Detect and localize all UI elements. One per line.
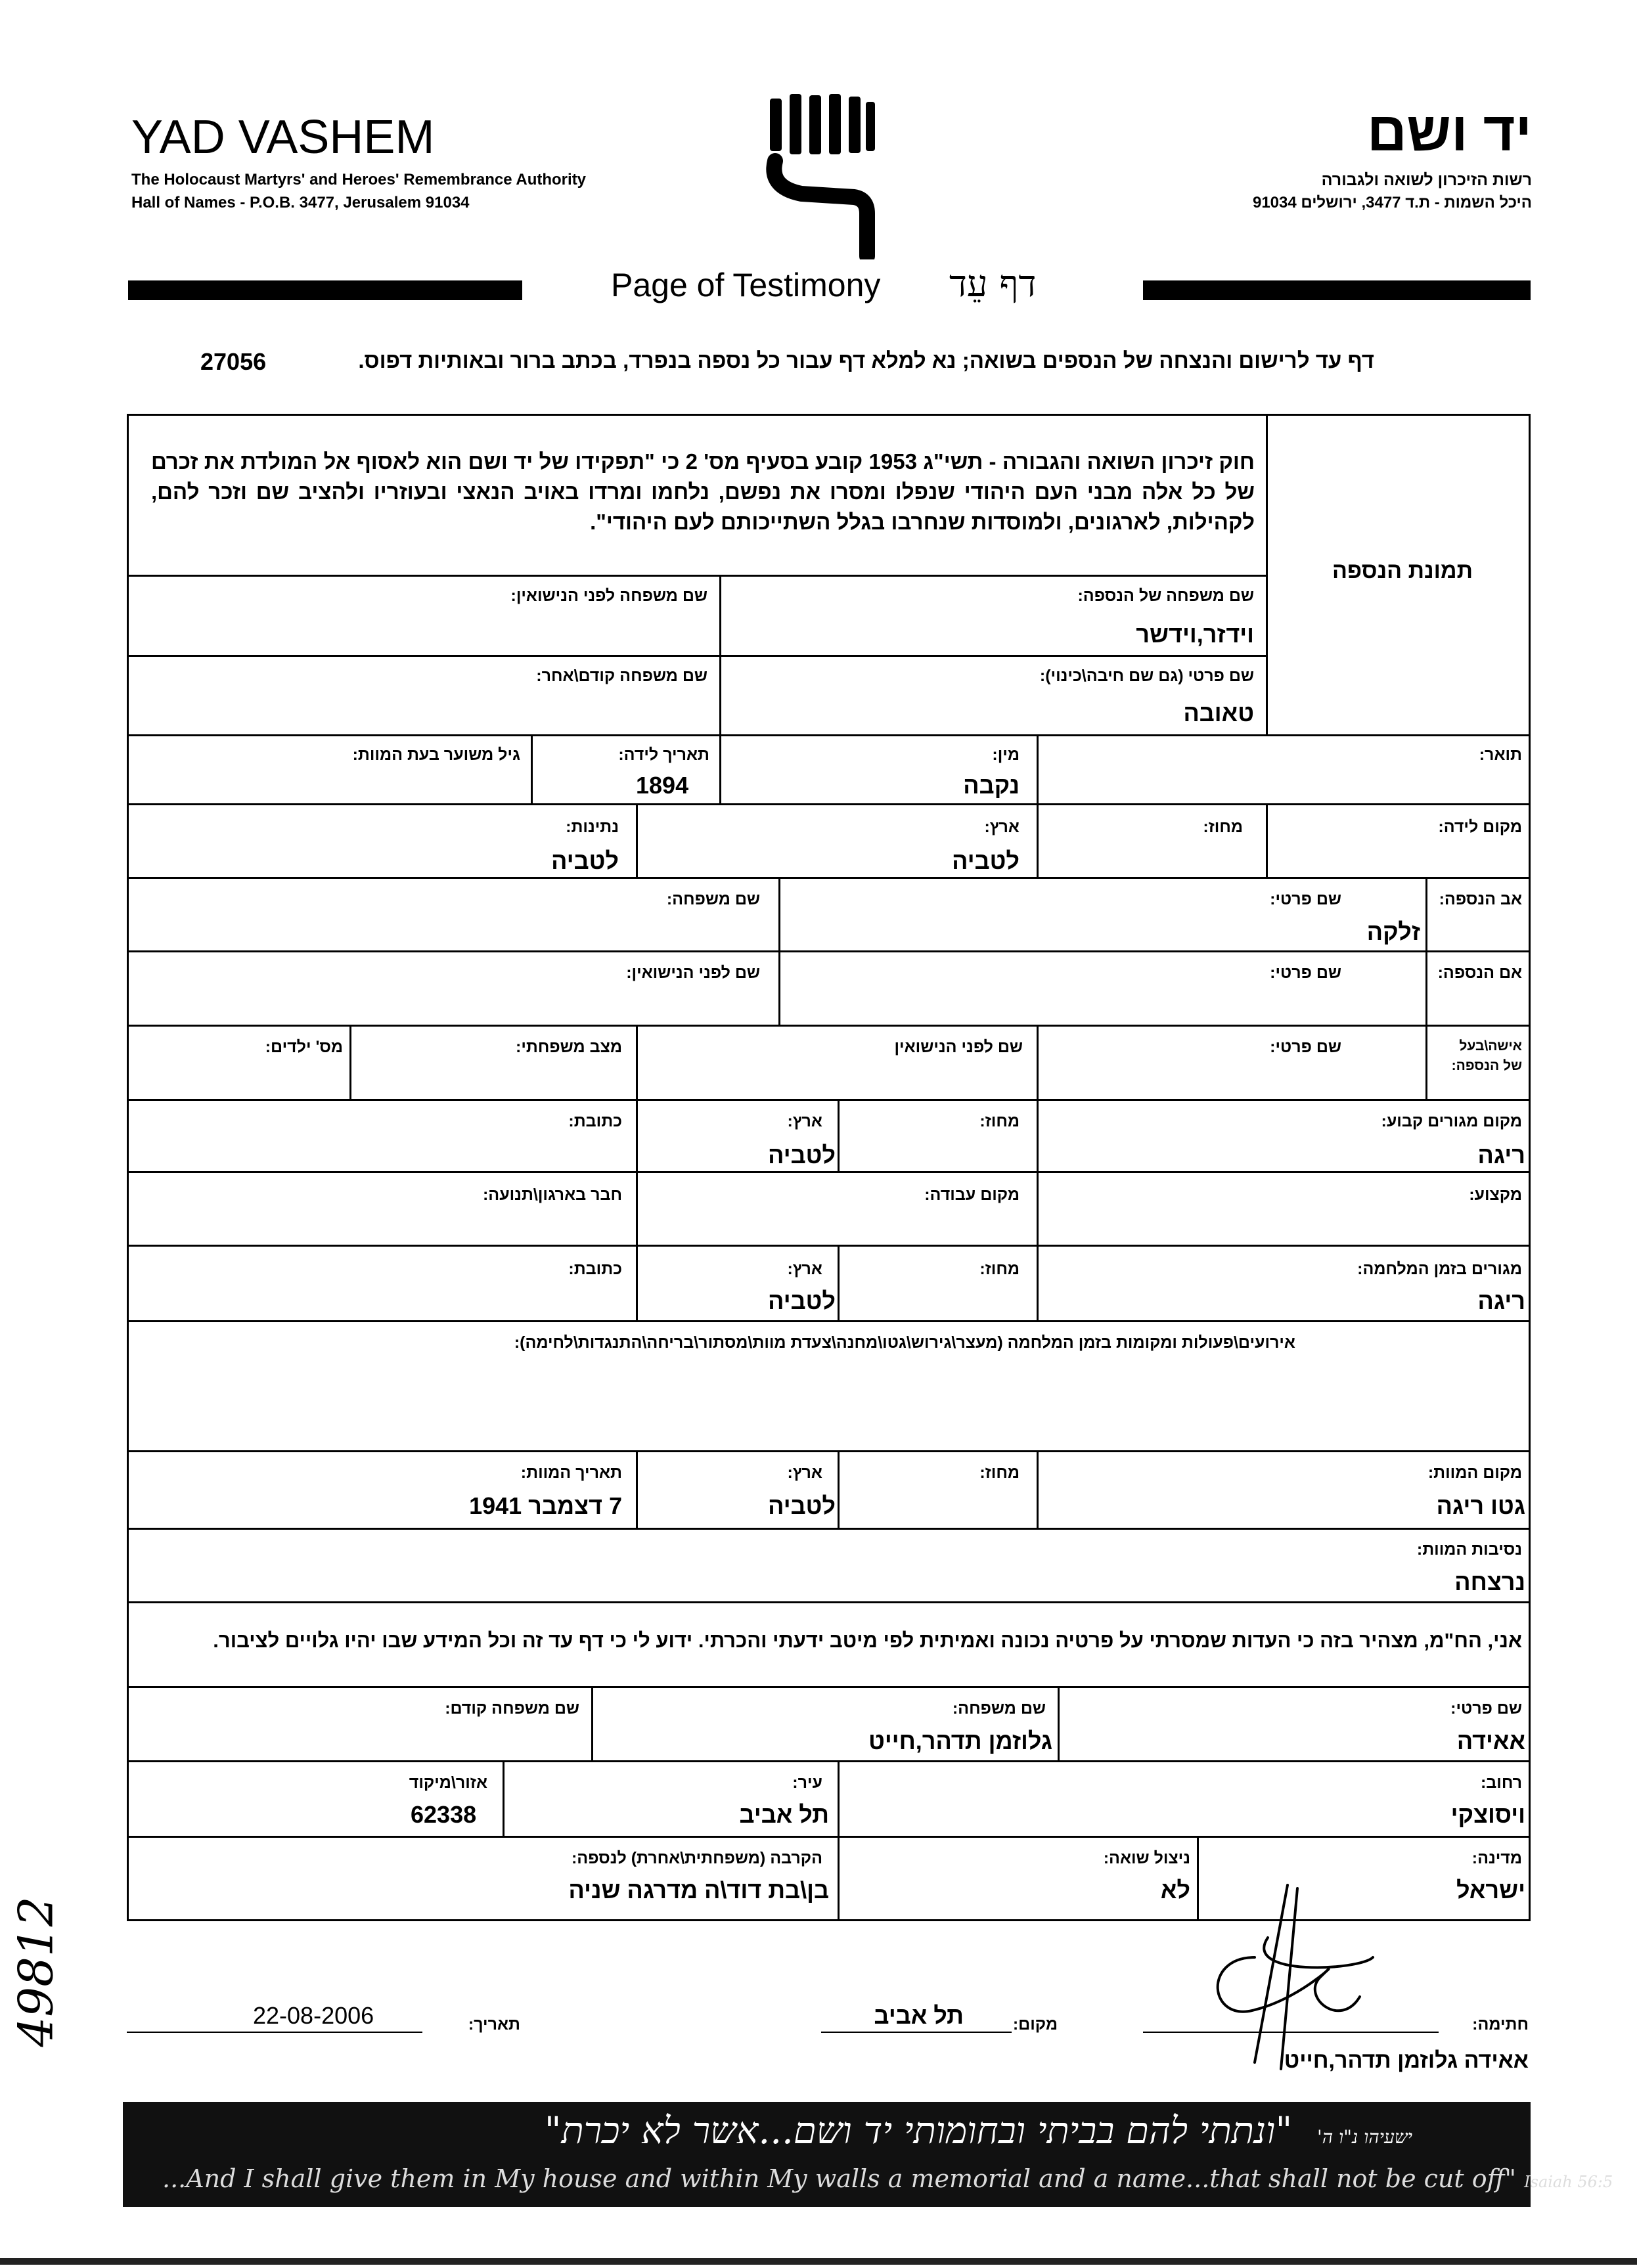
org-address-he: היכל השמות - ת.ד 3477, ירושלים 91034 (1252, 194, 1532, 211)
birth-place-label: מקום לידה: (1438, 818, 1522, 836)
residence-address-label: כתובת: (568, 1112, 622, 1130)
events-label: אירועים\פעולות ומקומות בזמן המלחמה (מעצר\גירוש\גטו\מחנה\צעדת מוות\מסתור\בריחה\התנגדות\לחימה): (514, 1333, 1295, 1352)
footer-quote-en-ref: Isaiah 56:5 (1524, 2173, 1613, 2191)
death-date-label: תאריך המוות: (520, 1463, 622, 1482)
submitter-street-value: ויסוצקי (1450, 1801, 1525, 1828)
victim-title-label: תואר: (1479, 745, 1522, 764)
death-place-value: גטו ריגה (1436, 1492, 1525, 1519)
footer-quote-en (162, 2164, 1613, 2193)
submitter-first-label: שם פרטי: (1450, 1699, 1522, 1718)
wartime-label: מגורים בזמן המלחמה: (1357, 1260, 1522, 1278)
submitter-zip-value: 62338 (411, 1801, 477, 1828)
birth-country-value: לטביה (952, 847, 1020, 874)
wartime-country-label: ארץ: (787, 1260, 822, 1278)
submitter-relation-label: הקרבה (משפחתית\אחרת) לנספה: (571, 1849, 822, 1867)
victim-prev-surname-label: שם משפחה קודם\אחר: (536, 667, 707, 685)
member-label: חבר בארגון\תנועה: (482, 1186, 622, 1204)
signature-label: חתימה: (1472, 2015, 1529, 2034)
org-subtitle-en: The Holocaust Martyrs' and Heroes' Remembrance Authority (131, 171, 587, 189)
signature-date-label: תאריך: (468, 2015, 520, 2034)
signature-name: אאידה גלוזמן תדהר,חייט (1284, 2048, 1529, 2073)
instructions (358, 348, 1374, 373)
org-address-en: Hall of Names - P.O.B. 3477, Jerusalem 91034 (131, 194, 470, 211)
submitter-street-label: רחוב: (1480, 1773, 1522, 1792)
footer-quote-he-ref: ישעיהו נ"ו ה' (1317, 2126, 1412, 2148)
signature-place-line (821, 2032, 1012, 2033)
scan-edge (0, 2258, 1637, 2265)
signature-date-value: 22-08-2006 (253, 2002, 374, 2029)
victim-surname-label: שם משפחה של הנספה: (1077, 587, 1254, 605)
father-first-label: שם פרטי: (1270, 890, 1341, 908)
form-number: 27056 (200, 348, 267, 375)
submitter-survivor-value: לא (1160, 1877, 1190, 1903)
submitter-surname-label: שם משפחה: (952, 1699, 1046, 1718)
wartime-address-label: כתובת: (568, 1260, 622, 1278)
residence-label: מקום מגורים קבוע: (1381, 1112, 1522, 1130)
victim-first-value: טאובה (1183, 700, 1254, 726)
title-bar-left (128, 280, 522, 300)
org-subtitle-he: רשות הזיכרון לשואה ולגבורה (1321, 171, 1532, 189)
father-surname-label: שם משפחה: (666, 890, 760, 908)
spouse-first-label: שם פרטי: (1270, 1038, 1341, 1056)
signature-date-line (127, 2032, 422, 2033)
footer-quote-he-text: "ונתתי להם בביתי ובחומותי יד ושם...אשר לא יכרת" (544, 2110, 1293, 2152)
title-he: דף עֵד (949, 263, 1037, 305)
victim-birth-date-value: 1894 (636, 772, 689, 799)
death-date-value: 7 דצמבר 1941 (469, 1492, 622, 1519)
spouse-section-label-1: אישה\בעל (1459, 1038, 1522, 1054)
handwritten-number: 49812 (8, 1896, 64, 2047)
nationality-label: נתינות: (566, 818, 619, 836)
nationality-value: לטביה (551, 847, 619, 874)
submitter-zip-label: אזור\מיקוד (409, 1773, 487, 1792)
victim-gender-value: נקבה (963, 772, 1020, 799)
mother-section-label: אם הנספה: (1437, 964, 1522, 982)
father-first-value: זלקה (1366, 918, 1420, 945)
submitter-country-label: מדינה: (1471, 1849, 1522, 1867)
footer-quote-band (123, 2102, 1613, 2207)
victim-surname-value: וידזר,וידשר (1136, 621, 1254, 648)
spouse-maiden-label: שם לפני הנישואין (894, 1038, 1023, 1056)
title-bar-right (1143, 280, 1531, 300)
law-text: חוק זיכרון השואה והגבורה - תשי"ג 1953 קובע בסעיף מס' 2 כי "תפקידו של יד ושם הוא לאסוף אל המולדת את זכרם של כל אלה מבני העם היהודי שנפלו ומסרו את נפשם, נלחמו ומרדו באויב הנאצי ובעוזריו ולהציב שם וזכר להם, לקהילות, לארגונים, ולמוסדות שנחרבו בגלל השתייכותם לעם היהודי". (151, 449, 1255, 534)
submitter-survivor-label: ניצול שואה: (1103, 1849, 1190, 1867)
mother-maiden-label: שם לפני הנישואין: (626, 964, 760, 982)
yad-vashem-logo (762, 89, 880, 259)
wartime-value: ריגה (1477, 1287, 1525, 1314)
submitter-first-value: אאידה (1456, 1727, 1525, 1754)
residence-country-label: ארץ: (787, 1112, 822, 1130)
submitter-prev-surname-label: שם משפחה קודם: (445, 1699, 579, 1718)
occupation-label: מקצוע: (1469, 1186, 1522, 1204)
death-place-label: מקום המוות: (1427, 1463, 1522, 1482)
instructions-text: דף עד לרישום והנצחה של הנספים בשואה; נא למלא דף עבור כל נספה בנפרד, בכתב ברור ובאותיות דפוס. (358, 348, 1374, 372)
victim-age-label: גיל משוער בעת המוות: (352, 745, 520, 764)
submitter-surname-value: גלוזמן תדהר,חייט (868, 1727, 1052, 1754)
death-district-label: מחוז: (979, 1463, 1020, 1482)
victim-maiden-label: שם משפחה לפני הנישואין: (510, 587, 707, 605)
footer-quote-he (545, 2110, 1412, 2152)
photo-label: תמונת הנספה (1332, 558, 1473, 583)
org-name-en: YAD VASHEM (131, 111, 435, 164)
title-en: Page of Testimony (611, 267, 881, 303)
signature-place-value: תל אביב (874, 2002, 964, 2029)
submitter-city-label: עיר: (792, 1773, 822, 1792)
wartime-district-label: מחוז: (979, 1260, 1020, 1278)
residence-district-label: מחוז: (979, 1112, 1020, 1130)
death-country-value: לטביה (768, 1492, 836, 1519)
father-section-label: אב הנספה: (1439, 890, 1522, 908)
workplace-label: מקום עבודה: (924, 1186, 1020, 1204)
death-country-label: ארץ: (787, 1463, 822, 1482)
birth-district-label: מחוז: (1203, 818, 1243, 836)
signature-place-label: מקום: (1012, 2015, 1058, 2034)
handwritten-signature (1189, 1879, 1386, 2076)
death-circumstances-label: נסיבות המוות: (1416, 1540, 1522, 1559)
death-circumstances-value: נרצחה (1454, 1568, 1525, 1595)
spouse-section-label (1452, 1036, 1522, 1076)
org-name-he: יד ושם (1366, 100, 1532, 162)
mother-first-label: שם פרטי: (1270, 964, 1341, 982)
footer-quote-en-text: ...And I shall give them in My house and within My walls a memorial and a name...that shall not be cut off" (162, 2164, 1517, 2193)
residence-value: ריגה (1477, 1142, 1525, 1168)
submitter-city-value: תל אביב (739, 1801, 829, 1828)
spouse-section-label-2: של הנספה: (1451, 1058, 1522, 1073)
submitter-country-value: ישראל (1456, 1877, 1525, 1903)
residence-country-value: לטביה (768, 1142, 836, 1168)
victim-birth-date-label: תאריך לידה: (618, 745, 709, 764)
wartime-country-value: לטביה (768, 1287, 836, 1314)
victim-gender-label: מין: (992, 745, 1020, 764)
submitter-relation-value: בן\בת דוד\ה מדרגה שניה (568, 1877, 829, 1903)
spouse-children-label: מס' ילדים: (265, 1038, 343, 1056)
declaration-text: אני, הח"מ, מצהיר בזה כי העדות שמסרתי על פרטיה נכונה ואמיתית לפי מיטב ידעתי והכרתי. ידוע לי כי דף עד זה וכל המידע שבו יהיו גלויים לציבור. (213, 1629, 1522, 1652)
victim-first-label: שם פרטי (גם שם חיבה\כינוי): (1039, 667, 1254, 685)
birth-country-label: ארץ: (984, 818, 1020, 836)
spouse-marital-label: מצב משפחתי: (516, 1038, 622, 1056)
